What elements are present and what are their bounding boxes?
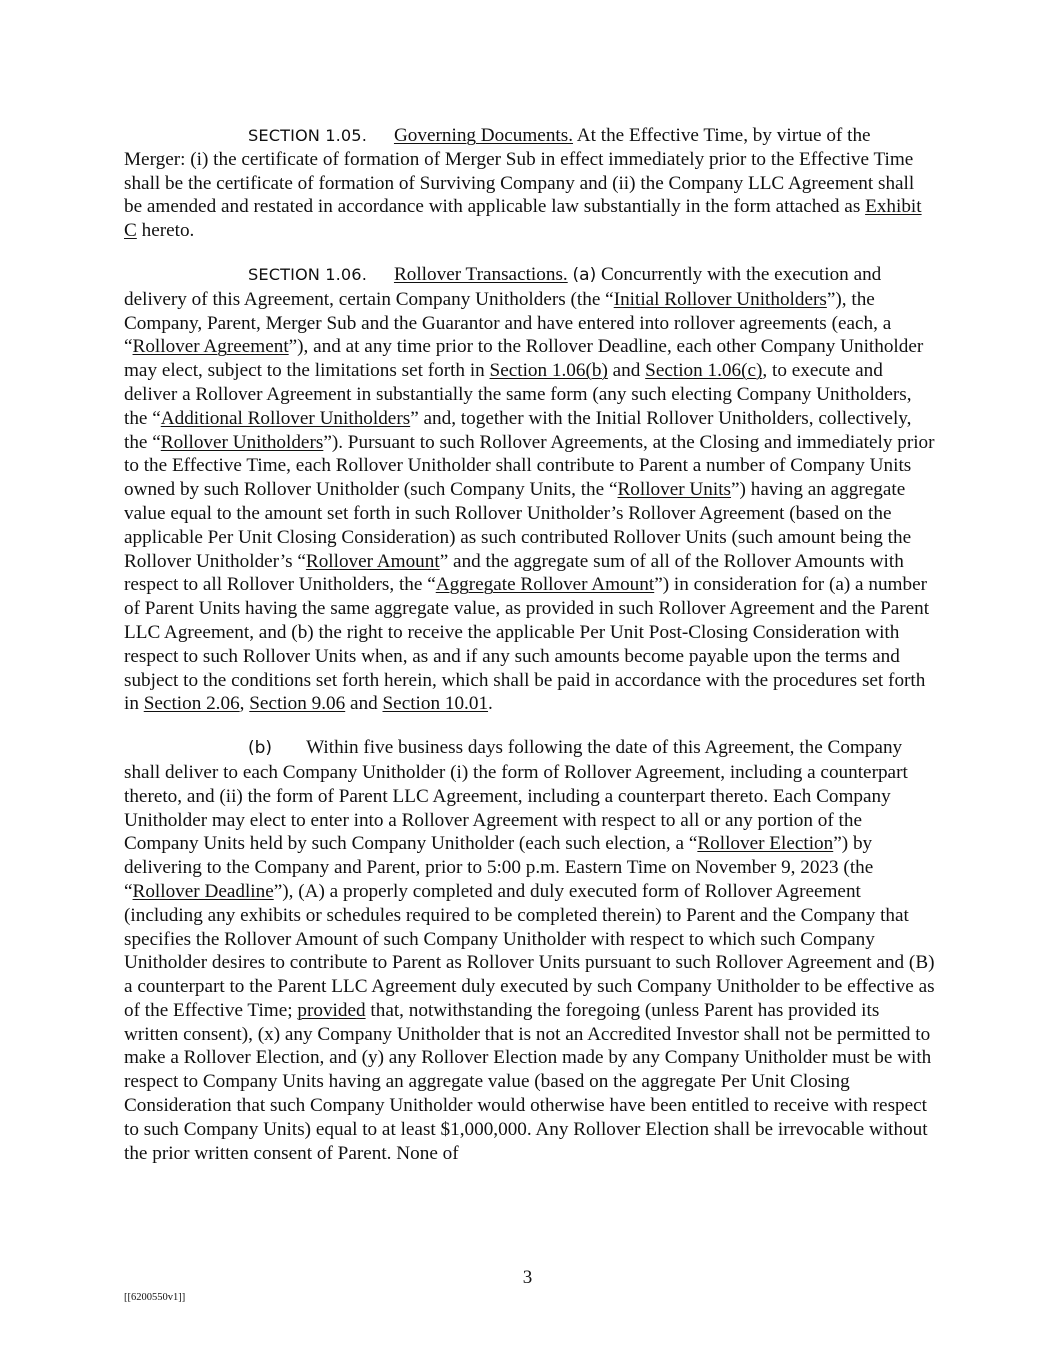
section-reference: Section 9.06 (249, 693, 346, 715)
defined-term: Rollover Units (617, 479, 732, 501)
section-1-05-paragraph: SECTION 1.05. Governing Documents. At the Effective Time, by virtue of the Merger: (i) the certificate of formation of Merger Sub in effect immediately prior to the Effective Time shall be the certificate of formation of Surviving Company and (ii) the Company LLC Agreement shall be amended and restated in accordance with applicable law substantially in the form attached as Exhibit C hereto. (124, 125, 922, 242)
defined-term: Initial Rollover Unitholders (613, 288, 827, 310)
section-reference: Section 2.06 (143, 693, 240, 715)
section-heading: Governing Documents. (393, 125, 574, 146)
section-heading: Rollover Transactions. (393, 263, 568, 285)
defined-term: Aggregate Rollover Amount (435, 574, 655, 596)
defined-term: Rollover Unitholders (160, 431, 324, 453)
exhibit-reference: Exhibit C (124, 196, 922, 242)
defined-term: Rollover Agreement (132, 336, 289, 358)
defined-term: Additional Rollover Unitholders (160, 407, 411, 429)
document-body (124, 124, 936, 1185)
section-1-06-paragraph: SECTION 1.06. Rollover Transactions. (a) Concurrently with the execution and delivery of this Agreement, certain Company Unitholders (the “Initial Rollover Unitholders”), the Company, Parent, Merger Sub and the Guarantor and have entered into rollover agreements (each, a “Rollover Agreement”), and at any time prior to the Rollover Deadline, each other Company Unitholder may elect, subject to the limitations set forth in Section 1.06(b) and Section 1.06(c), to execute and deliver a Rollover Agreement in substantially the same form (any such electing Company Unitholders, the “Additional Rollover Unitholders” and, together with the Initial Rollover Unitholders, collectively, the “Rollover Unitholders”). Pursuant to such Rollover Agreements, at the Closing and immediately prior to the Effective Time, each Rollover Unitholder shall contribute to Parent a number of Company Units owned by such Rollover Unitholder (such Company Units, the “Rollover Units”) having an aggregate value equal to the amount set forth in such Rollover Unitholder’s Rollover Agreement (based on the applicable Per Unit Closing Consideration) as such contributed Rollover Units (such amount being the Rollover Unitholder’s “Rollover Amount” and the aggregate sum of all of the Rollover Amounts with respect to all Rollover Unitholders, the “Aggregate Rollover Amount”) in consideration for (a) a number of Parent Units having the same aggregate value, as provided in such Rollover Agreement and the Parent LLC Agreement, and (b) the right to receive the applicable Per Unit Post-Closing Consideration with respect to such Rollover Units when, as and if any such amounts become payable upon the terms and subject to the conditions set forth herein, which shall be paid in accordance with the procedures set forth in Section 2.06, Section 9.06 and Section 10.01. (124, 263, 935, 715)
provided-term: provided (297, 999, 366, 1021)
section-number: SECTION 1.05. (248, 126, 367, 145)
section-reference: Section 1.06(b) (489, 360, 608, 382)
page-number: 3 (522, 1267, 533, 1288)
section-reference: Section 10.01 (382, 693, 489, 715)
defined-term: Rollover Deadline (132, 880, 274, 902)
defined-term: Rollover Amount (305, 550, 440, 572)
document-id: [[6200550v1]] (124, 1292, 186, 1303)
subsection-marker: (b) (248, 738, 273, 759)
defined-term: Rollover Election (697, 833, 834, 855)
section-number: SECTION 1.06. (248, 264, 367, 284)
section-1-06-b-paragraph: (b) Within five business days following the date of this Agreement, the Company shall deliver to each Company Unitholder (i) the form of Rollover Agreement, including a counterpart thereto, and (ii) the form of Parent LLC Agreement, including a counterpart thereto. Each Company Unitholder may elect to enter into a Rollover Agreement with respect to all or any portion of the Company Units held by such Company Unitholder (each such election, a “Rollover Election”) by delivering to the Company and Parent, prior to 5:00 p.m. Eastern Time on November 9, 2023 (the “Rollover Deadline”), (A) a properly completed and duly executed form of Rollover Agreement (including any exhibits or schedules required to be completed therein) to Parent and the Company that specifies the Rollover Amount of such Company Unitholder with respect to which such Company Unitholder desires to contribute to Parent as Rollover Units pursuant to such Rollover Agreement and (B) a counterpart to the Parent LLC Agreement duly executed by such Company Unitholder to be effective as of the Effective Time; provided that, notwithstanding the foregoing (unless Parent has provided its written consent), (x) any Company Unitholder that is not an Accredited Investor shall not be permitted to make a Rollover Election, and (y) any Rollover Election made by any Company Unitholder must be with respect to Company Units having an aggregate value (based on the aggregate Per Unit Closing Consideration that such Company Unitholder would otherwise have been entitled to receive with respect to such Company Units) equal to at least $1,000,000. Any Rollover Election shall be irrevocable without the prior written consent of Parent. None of (124, 737, 935, 1164)
section-reference: Section 1.06(c) (645, 360, 763, 382)
subsection-marker: (a) (572, 264, 597, 285)
